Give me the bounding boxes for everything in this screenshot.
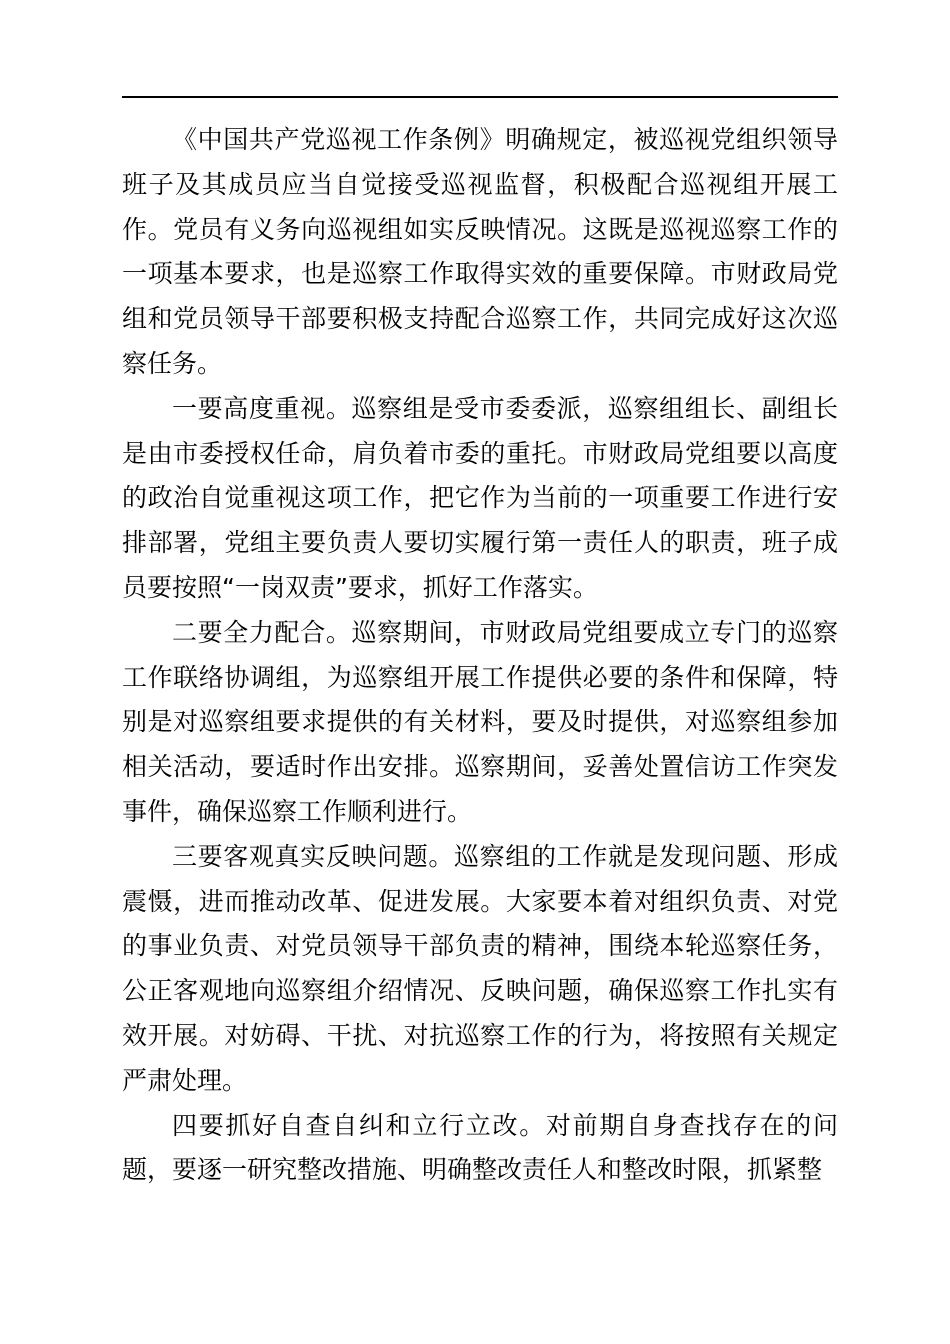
paragraph-point-1: 一要高度重视。巡察组是受市委委派，巡察组组长、副组长是由市委授权任命，肩负着市委的重托。市财政局党组要以高度的政治自觉重视这项工作，把它作为当前的一项重要工作进行安排部署，党组主要负责人要切实履行第一责任人的职责，班子成员要按照“一岗双责”要求，抓好工作落实。	[122, 393, 838, 602]
document-body	[122, 118, 838, 1193]
paragraph-point-3: 三要客观真实反映问题。巡察组的工作就是发现问题、形成震慑，进而推动改革、促进发展。大家要本着对组织负责、对党的事业负责、对党员领导干部负责的精神，围绕本轮巡察任务，公正客观地向巡察组介绍情况、反映问题，确保巡察工作扎实有效开展。对妨碍、干扰、对抗巡察工作的行为，将按照有关规定严肃处理。	[122, 841, 838, 1095]
paragraph-intro: 《中国共产党巡视工作条例》明确规定，被巡视党组织领导班子及其成员应当自觉接受巡视监督，积极配合巡视组开展工作。党员有义务向巡视组如实反映情况。这既是巡视巡察工作的一项基本要求，也是巡察工作取得实效的重要保障。市财政局党组和党员领导干部要积极支持配合巡察工作，共同完成好这次巡察任务。	[122, 125, 838, 378]
paragraph-point-2: 二要全力配合。巡察期间，市财政局党组要成立专门的巡察工作联络协调组，为巡察组开展工作提供必要的条件和保障，特别是对巡察组要求提供的有关材料，要及时提供，对巡察组参加相关活动，要适时作出安排。巡察期间，妥善处置信访工作突发事件，确保巡察工作顺利进行。	[122, 617, 838, 826]
paragraph-point-4: 四要抓好自查自纠和立行立改。对前期自身查找存在的问题，要逐一研究整改措施、明确整改责任人和整改时限，抓紧整	[122, 1110, 838, 1185]
header-rule	[122, 96, 838, 98]
